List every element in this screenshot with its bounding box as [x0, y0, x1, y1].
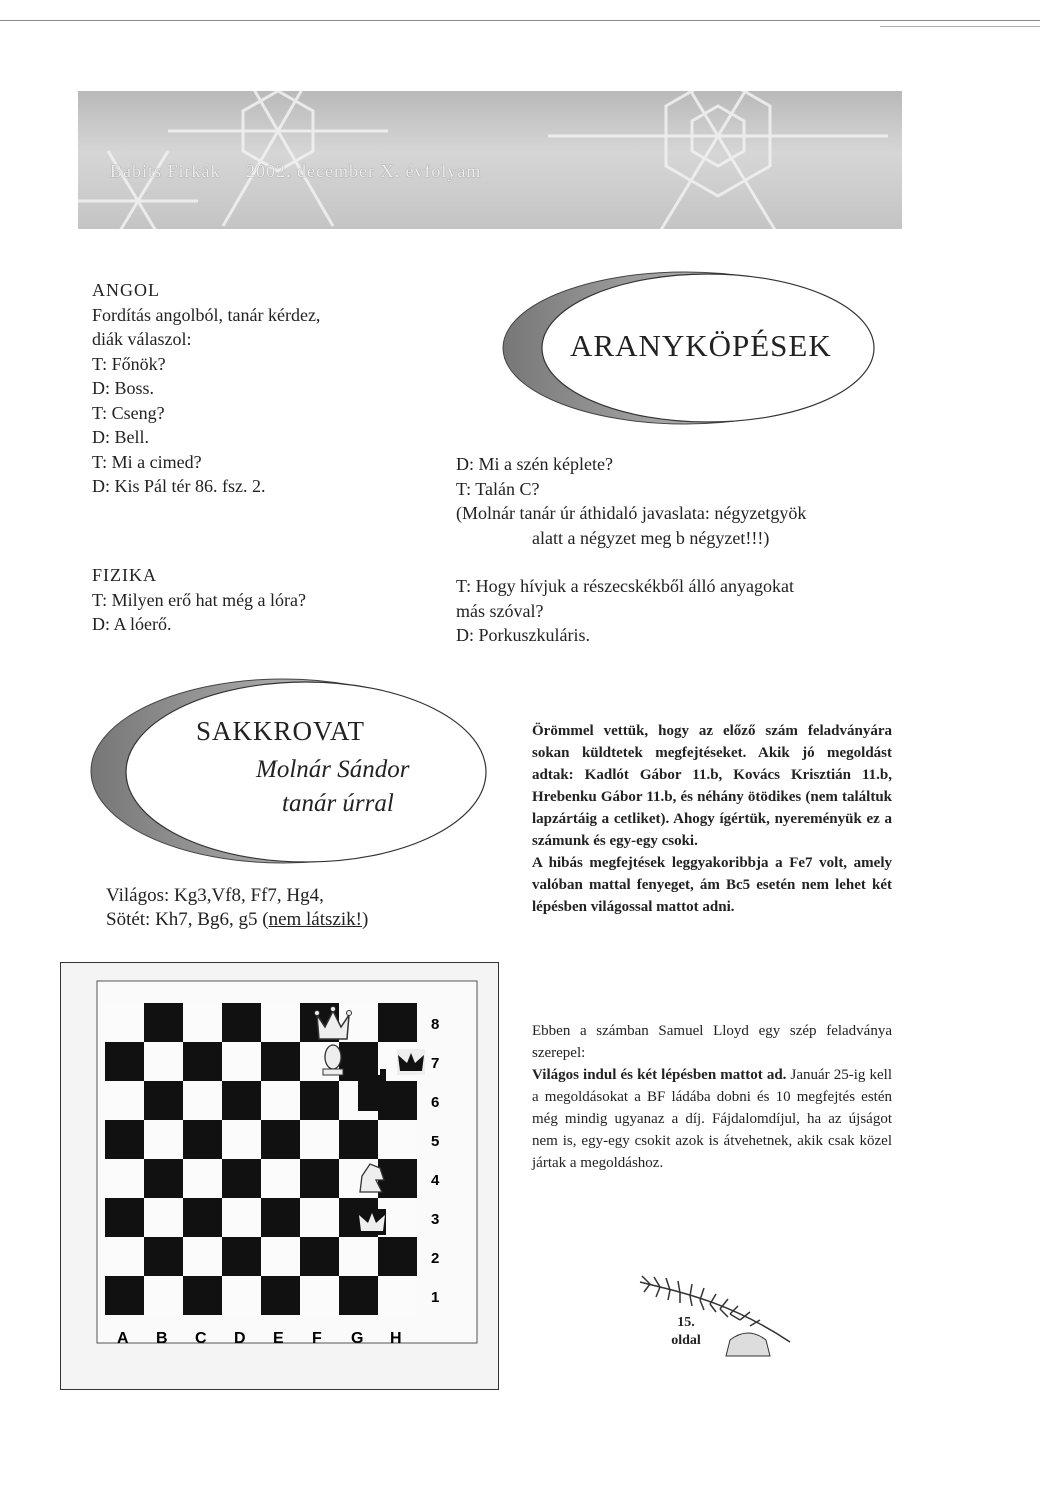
page-number-label: oldal — [671, 1333, 701, 1348]
rank-label: 4 — [431, 1172, 440, 1189]
board-square — [222, 1276, 261, 1315]
new-puzzle-announcement — [532, 1020, 892, 1174]
quote-line: D: Mi a szén képlete? — [456, 454, 613, 474]
rank-label: 7 — [431, 1055, 440, 1072]
quote-line: T: Talán C? — [456, 478, 540, 499]
file-label: G — [351, 1330, 364, 1347]
black-rook-icon — [358, 1069, 386, 1111]
board-square — [261, 1159, 300, 1198]
banner-text — [110, 161, 501, 182]
quote-line: (Molnár tanár úr áthidaló javaslata: négyzetgyök — [456, 503, 807, 523]
board-square — [144, 1198, 183, 1237]
page-number-badge — [630, 1262, 800, 1372]
board-square — [183, 1042, 222, 1081]
white-king-icon — [358, 1209, 386, 1235]
fizika-line: T: Milyen erő hat még a lóra? — [92, 589, 307, 610]
board-square — [261, 1237, 300, 1276]
board-square — [222, 1159, 261, 1198]
board-square — [105, 1003, 144, 1042]
puzzle-task: Világos indul és két lépésben mattot ad. — [532, 1067, 787, 1083]
board-square — [105, 1237, 144, 1276]
board-square — [105, 1120, 144, 1159]
file-label: F — [312, 1330, 322, 1347]
chess-position — [106, 884, 496, 932]
black-note: nem látszik! — [268, 909, 362, 930]
board-square — [183, 1003, 222, 1042]
board-square — [183, 1237, 222, 1276]
top-rule — [0, 20, 1040, 21]
board-square — [300, 1276, 339, 1315]
chessboard — [61, 963, 498, 1389]
rank-label: 2 — [431, 1250, 440, 1267]
board-square — [144, 1159, 183, 1198]
news-paragraph — [532, 1064, 892, 1174]
quote-line: alatt a négyzet meg b négyzet!!!) — [532, 527, 770, 548]
sakkrovat-title: SAKKROVAT — [196, 716, 366, 746]
angol-line: Fordítás angolból, tanár kérdez, — [92, 304, 321, 325]
angol-heading: ANGOL — [92, 280, 160, 300]
news-paragraph: Örömmel vettük, hogy az előző szám feladványára sokan küldtetek megfejtéseket. Akik jó megoldást adtak: Kadlót Gábor 11.b, Kovács Krisztián 11.b, Hrebenku Gábor 11.b, és néhány ötödikes (nem találtuk lapzártáig a cetliket). Ahogy ígértük, nyereményük ez a számunk és egy-egy csoki. — [532, 723, 892, 849]
board-square — [105, 1276, 144, 1315]
board-square — [222, 1237, 261, 1276]
board-square — [339, 1120, 378, 1159]
sakkrovat-subtitle-1: Molnár Sándor — [256, 756, 410, 783]
board-square — [105, 1198, 144, 1237]
file-label: B — [156, 1330, 168, 1347]
rank-label: 8 — [431, 1016, 440, 1033]
chessboard-photo-frame — [60, 962, 499, 1390]
board-square — [144, 1003, 183, 1042]
board-square — [261, 1276, 300, 1315]
board-square — [300, 1081, 339, 1120]
board-square — [261, 1120, 300, 1159]
aranykopesek-text — [456, 452, 936, 648]
board-square — [183, 1159, 222, 1198]
header-banner — [78, 91, 902, 229]
board-square — [183, 1120, 222, 1159]
board-square — [105, 1042, 144, 1081]
aranykopesek-title: ARANYKÖPÉSEK — [570, 328, 832, 363]
banner-date: 2002. december X. évfolyam — [246, 161, 482, 181]
banner-title: Babits Firkák — [110, 161, 221, 181]
board-square — [378, 1120, 417, 1159]
board-square — [144, 1237, 183, 1276]
sakkrovat-subtitle-2: tanár úrral — [282, 790, 394, 817]
angol-line: T: Cseng? — [92, 402, 165, 423]
board-square — [339, 1237, 378, 1276]
angol-section — [92, 278, 422, 499]
fizika-heading: FIZIKA — [92, 565, 157, 585]
rank-label: 3 — [431, 1211, 440, 1228]
puzzle-rules: Január 25-ig kell a megoldásokat a BF ládába dobni és 10 megfejtés estén még mindig ugyanaz a díj. Fájdalomdíjul, ha az újságot nem is, egy-egy csokit azok is átvehetnek, akik csak közel jártak a megoldáshoz. — [532, 1067, 892, 1171]
board-square — [183, 1081, 222, 1120]
board-square — [300, 1159, 339, 1198]
board-square — [144, 1081, 183, 1120]
board-square — [222, 1081, 261, 1120]
sakkrovat-badge — [88, 676, 490, 866]
board-square — [183, 1276, 222, 1315]
news-paragraph: Ebben a számban Samuel Lloyd egy szép feladványa szerepel: — [532, 1023, 892, 1061]
fizika-section — [92, 563, 422, 637]
file-label: C — [195, 1330, 207, 1347]
board-square — [300, 1120, 339, 1159]
board-square — [144, 1120, 183, 1159]
black-pieces — [106, 908, 496, 932]
board-square — [144, 1042, 183, 1081]
snowflake-decoration — [78, 91, 902, 229]
board-square — [300, 1237, 339, 1276]
rank-label: 5 — [431, 1133, 440, 1150]
quote-line: más szóval? — [456, 600, 544, 621]
board-square — [222, 1120, 261, 1159]
angol-line: T: Mi a cimed? — [92, 451, 202, 472]
board-square — [222, 1003, 261, 1042]
news-paragraph: A hibás megfejtések leggyakoribbja a Fe7 volt, amely valóban mattal fenyeget, ám Bc5 esetén nem lehet két lépésben világossal mattot adni. — [532, 855, 892, 915]
rank-label: 6 — [431, 1094, 440, 1111]
black-prefix: Sötét: Kh7, Bg6, g5 ( — [106, 909, 269, 930]
board-square — [144, 1276, 183, 1315]
angol-line: D: Boss. — [92, 378, 155, 398]
results-announcement — [532, 720, 892, 918]
board-square — [339, 1276, 378, 1315]
board-square — [261, 1198, 300, 1237]
top-rule-2 — [880, 26, 1040, 27]
board-square — [378, 1237, 417, 1276]
board-square — [261, 1003, 300, 1042]
quote-line: D: Porkuszkuláris. — [456, 625, 590, 645]
black-suffix: ) — [361, 909, 369, 930]
page-number-value: 15. — [677, 1315, 695, 1330]
quote-line: T: Hogy hívjuk a részecskékből álló anyagokat — [456, 576, 795, 596]
board-square — [378, 1276, 417, 1315]
board-square — [183, 1198, 222, 1237]
page-number — [666, 1314, 706, 1350]
angol-line: T: Főnök? — [92, 353, 166, 374]
angol-line: D: Kis Pál tér 86. fsz. 2. — [92, 476, 266, 496]
black-king-icon — [397, 1049, 425, 1075]
board-square — [105, 1081, 144, 1120]
aranykopesek-badge — [500, 270, 885, 430]
file-label: E — [273, 1330, 284, 1347]
board-square — [105, 1159, 144, 1198]
board-square — [378, 1003, 417, 1042]
file-label: H — [390, 1330, 402, 1347]
white-pieces: Világos: Kg3,Vf8, Ff7, Hg4, — [106, 885, 324, 906]
board-square — [261, 1042, 300, 1081]
board-square — [222, 1042, 261, 1081]
board-square — [261, 1081, 300, 1120]
angol-line: D: Bell. — [92, 427, 149, 447]
rank-label: 1 — [431, 1289, 440, 1306]
fizika-line: D: A lóerő. — [92, 614, 172, 634]
board-square — [222, 1198, 261, 1237]
board-square — [300, 1198, 339, 1237]
pine-branch-icon — [630, 1262, 800, 1372]
file-label: A — [117, 1330, 129, 1347]
file-label: D — [234, 1330, 246, 1347]
angol-line: diák válaszol: — [92, 329, 192, 349]
